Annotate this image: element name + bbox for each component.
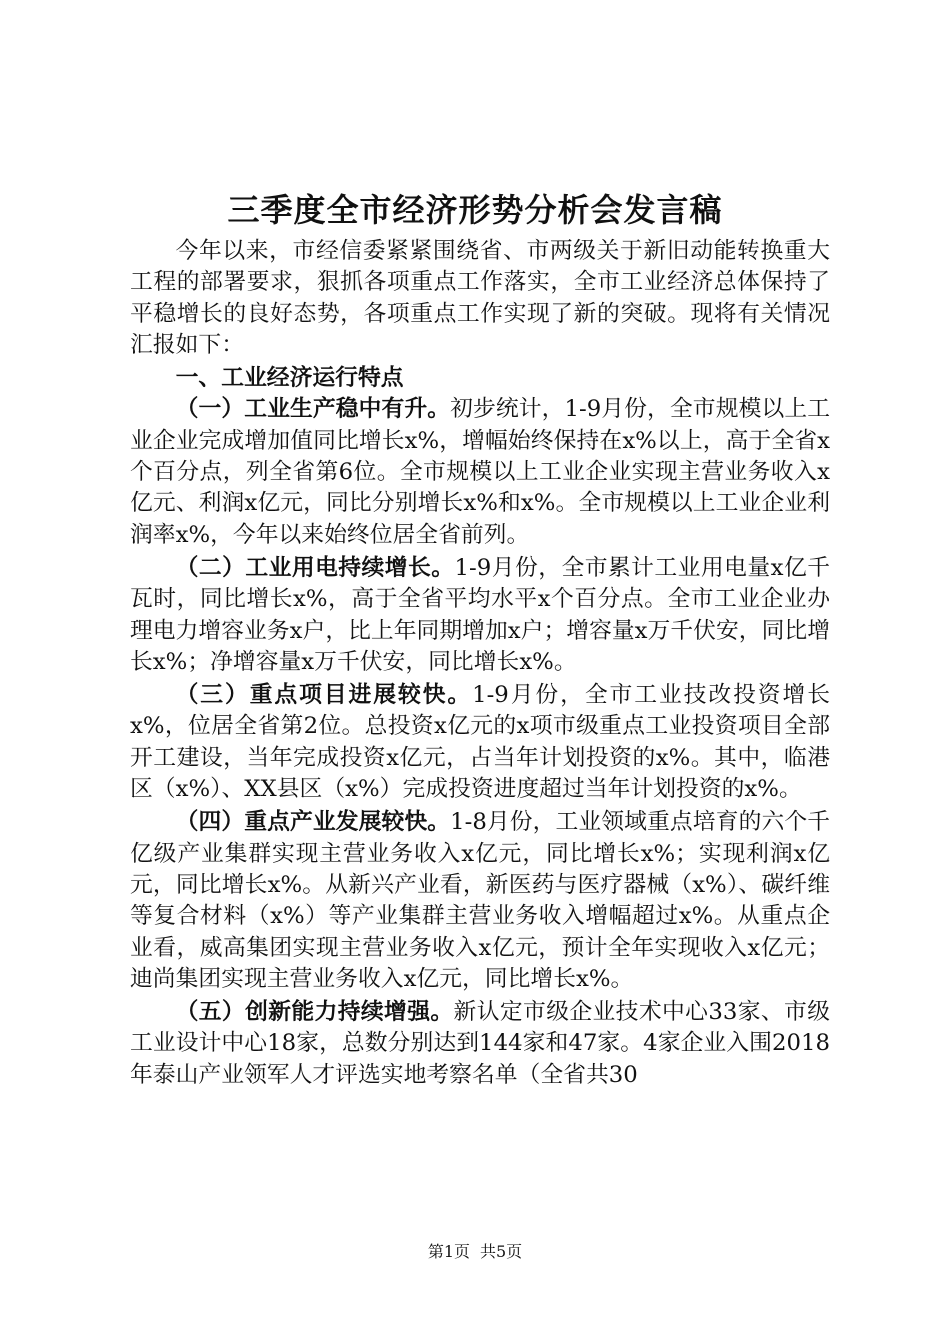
page-footer bbox=[0, 1240, 950, 1264]
item-text: 初步统计，1-9月份，全市规模以上工业企业完成增加值同比增长x%，增幅始终保持在x%以上，高于全省x个百分点，列全省第6位。全市规模以上工业企业实现主营业务收入x亿元、利润x亿元，同比分别增长x%和x%。全市规模以上工业企业利润率x%，今年以来始终位居全省前列。 bbox=[130, 396, 830, 548]
document-body bbox=[130, 236, 830, 1093]
item-text: 1-9月份，全市工业技改投资增长x%，位居全省第2位。总投资x亿元的x项市级重点工业投资项目全部开工建设，当年完成投资x亿元，占当年计划投资的x%。其中，临港区（x%）、XX县区（x%）完成投资进度超过当年计划投资的x%。 bbox=[130, 682, 831, 803]
paragraph-item-3 bbox=[130, 680, 830, 805]
paragraph-item-2 bbox=[130, 553, 830, 678]
section-heading: 一、工业经济运行特点 bbox=[175, 365, 404, 392]
item-heading: （三）重点项目进展较快。 bbox=[175, 682, 473, 709]
document-title: 三季度全市经济形势分析会发言稿 bbox=[227, 191, 723, 229]
item-text: 新认定市级企业技术中心33家、市级工业设计中心18家，总数分别达到144家和47家。4家企业入围2018年泰山产业领军人才评选实地考察名单（全省共30 bbox=[130, 999, 830, 1088]
page-total: 共5页 bbox=[480, 1242, 523, 1261]
intro-paragraph: 今年以来，市经信委紧紧围绕省、市两级关于新旧动能转换重大工程的部署要求，狠抓各项重点工作落实，全市工业经济总体保持了平稳增长的良好态势，各项重点工作实现了新的突破。现将有关情况汇报如下： bbox=[130, 238, 830, 358]
paragraph-item-4 bbox=[130, 807, 830, 995]
item-text: 1-8月份，工业领域重点培育的六个千亿级产业集群实现主营业务收入x亿元，同比增长x%；实现利润x亿元，同比增长x%。从新兴产业看，新医药与医疗器械（x%）、碳纤维等复合材料（x%）等产业集群主营业务收入增幅超过x%。从重点企业看，威高集团实现主营业务收入x亿元，预计全年实现收入x亿元；迪尚集团实现主营业务收入x亿元，同比增长x%。 bbox=[130, 809, 830, 992]
item-heading: （一）工业生产稳中有升。 bbox=[175, 396, 451, 423]
page-number: 第1页 bbox=[427, 1242, 470, 1261]
item-heading: （四）重点产业发展较快。 bbox=[175, 809, 451, 836]
item-text: 1-9月份，全市累计工业用电量x亿千瓦时，同比增长x%，高于全省平均水平x个百分点。全市工业企业办理电力增容业务x户，比上年同期增加x户；增容量x万千伏安，同比增长x%；净增容量x万千伏安，同比增长x%。 bbox=[130, 554, 830, 675]
paragraph-item-5 bbox=[130, 997, 830, 1091]
paragraph-item-1 bbox=[130, 394, 830, 550]
item-heading: （五）创新能力持续增强。 bbox=[175, 999, 454, 1026]
item-heading: （二）工业用电持续增长。 bbox=[175, 554, 455, 581]
